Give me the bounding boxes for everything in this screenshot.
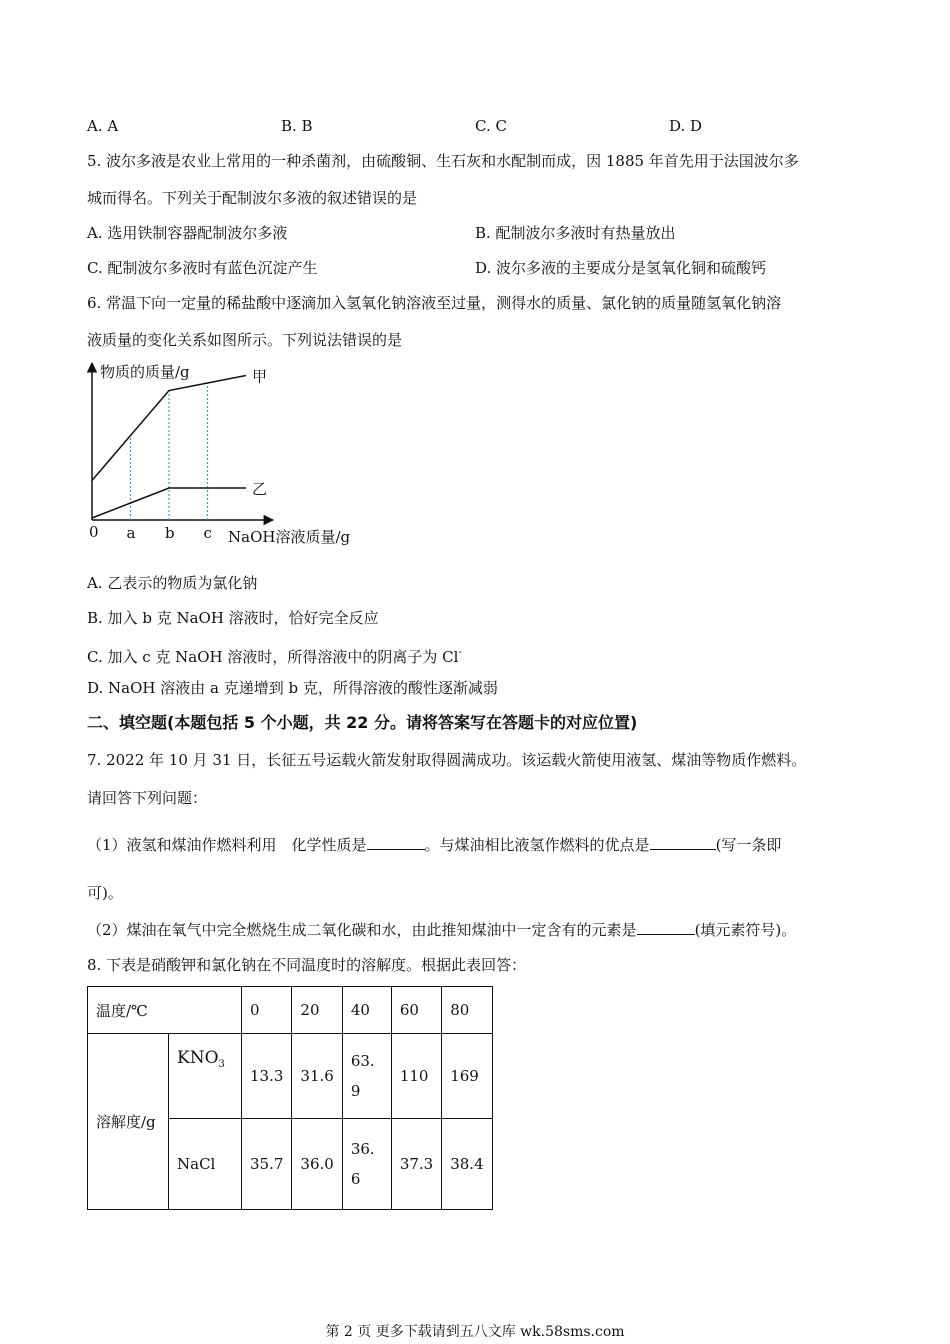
q5-option-b: B. 配制波尔多液时有热量放出 bbox=[475, 224, 676, 242]
nacl-cell: 37.3 bbox=[391, 1119, 441, 1210]
solubility-table bbox=[87, 986, 493, 1210]
q7-part2: （2）煤油在氧气中完全燃烧生成二氧化碳和水，由此推知煤油中一定含有的元素是 (填元素符号)。 bbox=[87, 921, 797, 939]
q5-option-a: A. 选用铁制容器配制波尔多液 bbox=[87, 224, 288, 242]
q5-stem-line1: 5. 波尔多液是农业上常用的一种杀菌剂，由硫酸铜、生石灰和水配制而成，因 1885 年首先用于法国波尔多 bbox=[87, 152, 799, 170]
q5-stem-line2: 城而得名。下列关于配制波尔多液的叙述错误的是 bbox=[87, 189, 418, 207]
section-title: 二、填空题(本题包括 5 个小题，共 22 分。请将答案写在答题卡的对应位置) bbox=[87, 713, 638, 732]
kno3-cell: 13.3 bbox=[242, 1034, 292, 1119]
q6-option-a: A. 乙表示的物质为氯化钠 bbox=[87, 574, 258, 592]
q7-part1: （1）液氢和煤油作燃料利用 化学性质是 。与煤油相比液氢作燃料的优点是 (写一条即 bbox=[87, 836, 782, 854]
q6-option-d: D. NaOH 溶液由 a 克递增到 b 克，所得溶液的酸性逐渐减弱 bbox=[87, 679, 498, 697]
kno3-label: $KNO_3$ bbox=[169, 1034, 242, 1119]
temp-cell: 80 bbox=[442, 987, 492, 1034]
y-axis-label: 物质的质量/g bbox=[100, 363, 190, 381]
q4-option-b: B. B bbox=[281, 117, 313, 135]
kno3-cell: 31.6 bbox=[292, 1034, 342, 1119]
origin-label: 0 bbox=[89, 523, 99, 541]
nacl-cell: 38.4 bbox=[442, 1119, 492, 1210]
temp-cell: 60 bbox=[391, 987, 441, 1034]
q6-option-c: C. 加入 c 克 NaOH 溶液时，所得溶液中的阴离子为 Cl- bbox=[87, 647, 462, 666]
kno3-cell: 110 bbox=[391, 1034, 441, 1119]
q7-part1-end: 可)。 bbox=[87, 884, 123, 902]
q7-stem-line1: 7. 2022 年 10 月 31 日，长征五号运载火箭发射取得圆满成功。该运载火箭使用液氢、煤油等物质作燃料。 bbox=[87, 751, 807, 769]
solubility-header: 溶解度/g bbox=[88, 1034, 169, 1210]
q8-stem: 8. 下表是硝酸钾和氯化钠在不同温度时的溶解度。根据此表回答： bbox=[87, 956, 527, 974]
answer-blank[interactable] bbox=[367, 835, 425, 850]
series-label: 甲 bbox=[252, 367, 268, 386]
temp-cell: 20 bbox=[292, 987, 342, 1034]
temp-cell: 40 bbox=[342, 987, 391, 1034]
x-tick-label: b bbox=[165, 524, 175, 542]
series-label: 乙 bbox=[252, 480, 268, 498]
kno3-cell: 63. 9 bbox=[342, 1034, 391, 1119]
temp-header: 温度/℃ bbox=[88, 987, 242, 1034]
q4-option-d: D. D bbox=[669, 117, 703, 135]
q6-stem-line2: 液质量的变化关系如图所示。下列说法错误的是 bbox=[87, 331, 403, 349]
answer-blank[interactable] bbox=[650, 835, 716, 850]
q5-option-c: C. 配制波尔多液时有蓝色沉淀产生 bbox=[87, 259, 318, 277]
temp-cell: 0 bbox=[242, 987, 292, 1034]
answer-blank[interactable] bbox=[637, 920, 695, 935]
x-tick-label: a bbox=[126, 524, 136, 542]
x-axis-label: NaOH溶液质量/g bbox=[228, 528, 351, 546]
nacl-cell: 35.7 bbox=[242, 1119, 292, 1210]
nacl-cell: 36. 6 bbox=[342, 1119, 391, 1210]
q7-stem-line2: 请回答下列问题： bbox=[87, 789, 208, 807]
page-footer: 第 2 页 更多下载请到五八文库 wk.58sms.com bbox=[325, 1324, 625, 1340]
kno3-cell: 169 bbox=[442, 1034, 492, 1119]
nacl-cell: 36.0 bbox=[292, 1119, 342, 1210]
q4-option-c: C. C bbox=[475, 117, 507, 135]
q5-option-d: D. 波尔多液的主要成分是氢氧化铜和硫酸钙 bbox=[475, 259, 767, 277]
q6-option-b: B. 加入 b 克 NaOH 溶液时，恰好完全反应 bbox=[87, 609, 379, 627]
q4-option-a: A. A bbox=[87, 117, 119, 135]
q6-stem-line1: 6. 常温下向一定量的稀盐酸中逐滴加入氢氧化钠溶液至过量，测得水的质量、氯化钠的质量随氢氧化钠溶 bbox=[87, 294, 782, 312]
q6-chart bbox=[80, 355, 380, 555]
nacl-label: NaCl bbox=[169, 1119, 242, 1210]
x-tick-label: c bbox=[203, 524, 212, 542]
